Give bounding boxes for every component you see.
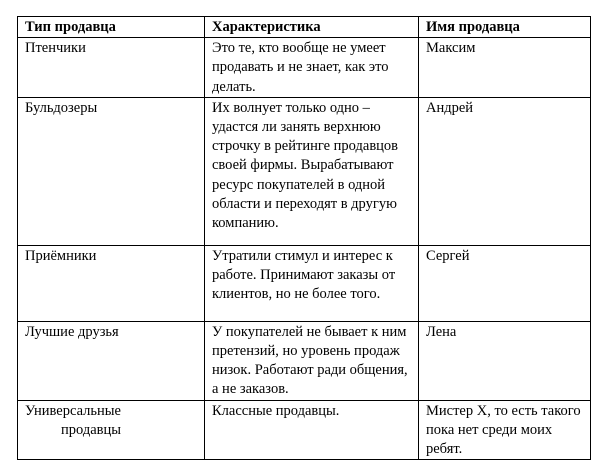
- seller-types-table: [17, 16, 591, 460]
- cell-type-line2: продавцы: [61, 421, 122, 438]
- cell-type: Птенчики: [18, 38, 205, 98]
- header-seller-name: Имя продавца: [419, 17, 591, 38]
- cell-description: Их волнует только одно – удастся ли занять верхнюю строчку в рейтинге продавцов своей фирмы. Вырабатывают ресурс покупателей в одной области и переходят в другую компанию.: [205, 97, 419, 245]
- header-seller-type: Тип продавца: [18, 17, 205, 38]
- cell-type-line1: Универсальные: [25, 402, 121, 419]
- cell-description: Классные продавцы.: [205, 400, 419, 460]
- table-row: [18, 38, 591, 98]
- cell-name: Мистер Х, то есть такого пока нет среди моих ребят.: [419, 400, 591, 460]
- table-row: [18, 97, 591, 245]
- cell-type: Бульдозеры: [18, 97, 205, 245]
- table-row: [18, 321, 591, 400]
- table-row: [18, 245, 591, 321]
- cell-description: У покупателей не бывает к ним претензий, но уровень продаж низок. Работают ради общения, а не заказов.: [205, 321, 419, 400]
- cell-name: Андрей: [419, 97, 591, 245]
- header-characteristic: Характеристика: [205, 17, 419, 38]
- cell-type: Лучшие друзья: [18, 321, 205, 400]
- cell-name: Лена: [419, 321, 591, 400]
- cell-type: Приёмники: [18, 245, 205, 321]
- table-row: [18, 400, 591, 460]
- cell-name: Сергей: [419, 245, 591, 321]
- cell-description: Утратили стимул и интерес к работе. Принимают заказы от клиентов, но не более того.: [205, 245, 419, 321]
- cell-description: Это те, кто вообще не умеет продавать и не знает, как это делать.: [205, 38, 419, 98]
- cell-name: Максим: [419, 38, 591, 98]
- table-header-row: [18, 17, 591, 38]
- cell-type: [18, 400, 205, 460]
